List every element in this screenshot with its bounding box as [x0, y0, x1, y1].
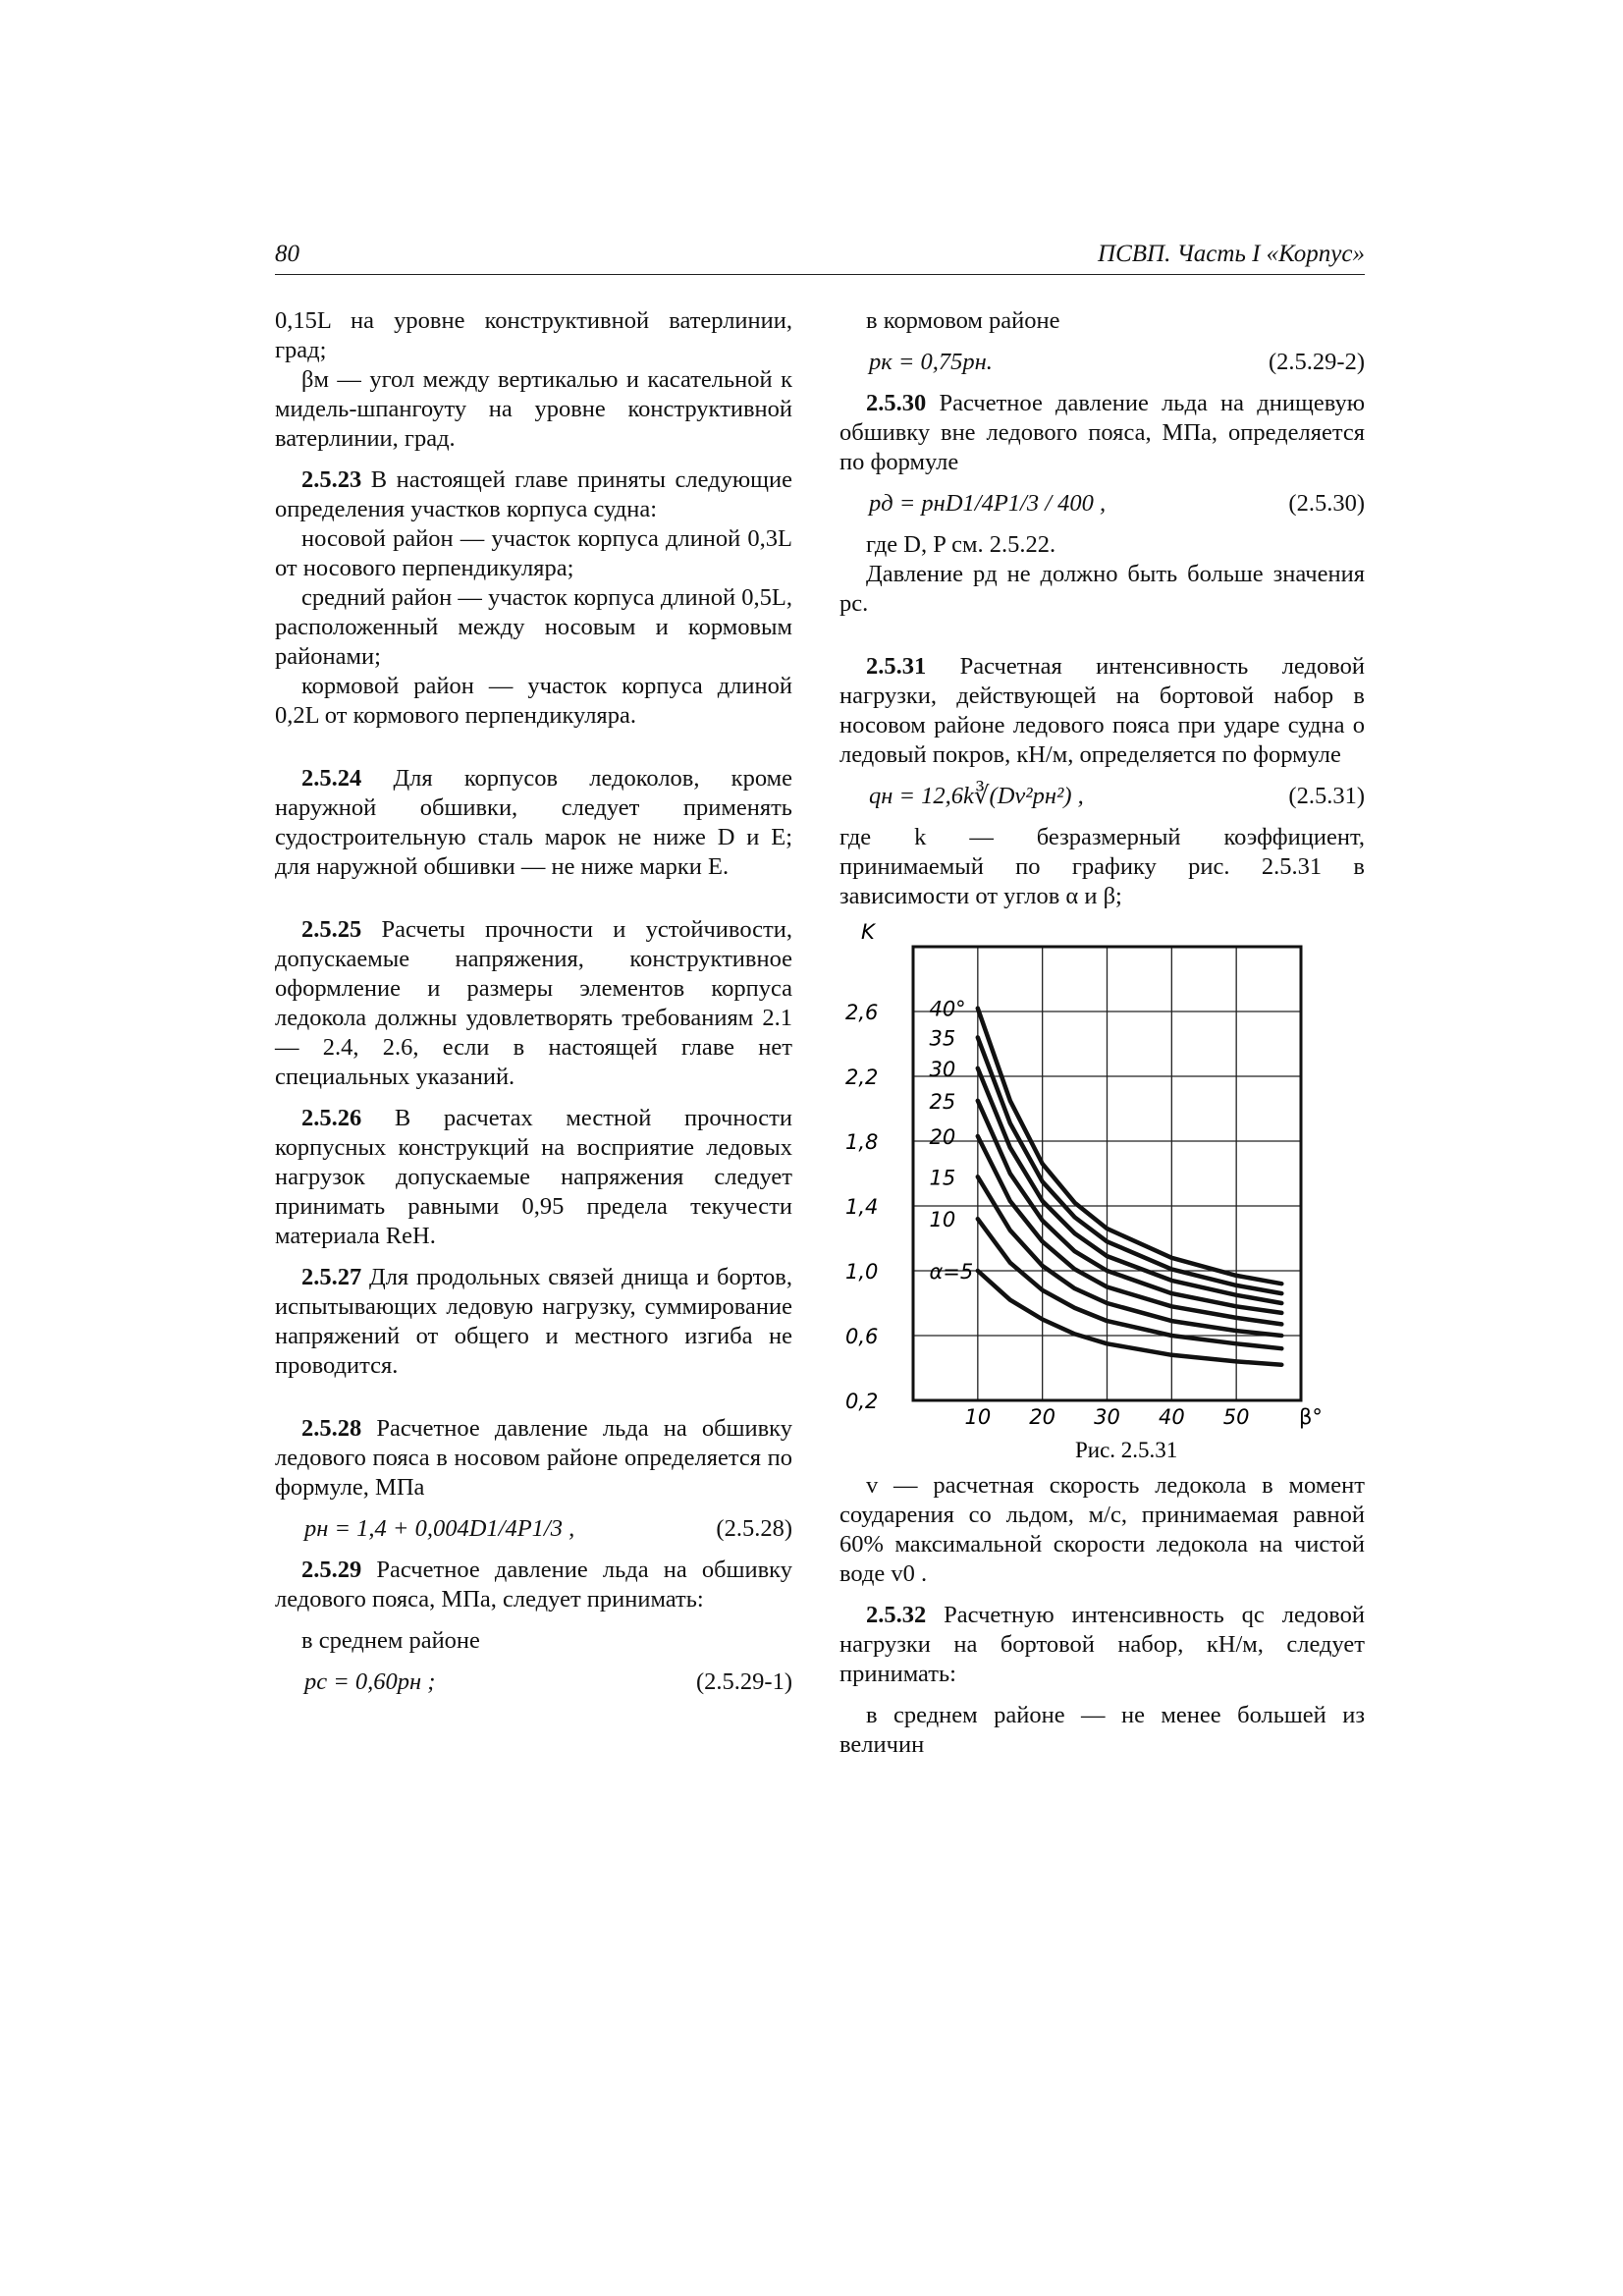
running-title: ПСВП. Часть I «Корпус» — [1098, 241, 1365, 267]
formula-2-5-31 — [839, 782, 1365, 811]
section-2-5-28 — [275, 1414, 792, 1503]
stern-region-label: в кормовом районе — [866, 307, 1060, 334]
x-tick-label: 30 — [1094, 1405, 1120, 1429]
formula-number: (2.5.28) — [716, 1515, 792, 1542]
formula-2-5-30 — [839, 489, 1365, 519]
section-number: 2.5.25 — [301, 916, 362, 943]
curve-label: 15 — [929, 1166, 956, 1190]
section-number: 2.5.31 — [866, 653, 927, 680]
pd-limit: Давление pд не должно быть больше значения pс. — [839, 561, 1365, 617]
figure-caption: Рис. 2.5.31 — [1075, 1438, 1178, 1462]
section-2-5-27 — [275, 1263, 792, 1381]
y-tick-label: 2,6 — [845, 1001, 879, 1024]
curve-label: 40° — [929, 997, 966, 1021]
section-text: В настоящей главе приняты следующие определения участков корпуса судна: — [275, 466, 792, 522]
formula-expression: pс = 0,60pн ; — [304, 1668, 436, 1695]
def-bow-region: носовой район — участок корпуса длиной 0,3L от носового перпендикуляра; — [275, 525, 792, 581]
paragraph-beta-def: βм — угол между вертикалью и касательной к мидель-шпангоуту на уровне конструктивной ватерлинии, град. — [275, 366, 792, 452]
curve-label: 25 — [929, 1089, 956, 1114]
section-text: В расчетах местной прочности корпусных конструкций на восприятие ледовых нагрузок допускаемые напряжения следует принимать равными 0,95 предела текучести материала ReH. — [275, 1105, 792, 1249]
y-tick-label: 1,8 — [845, 1130, 879, 1154]
section-number: 2.5.23 — [301, 466, 362, 493]
x-tick-label: 40 — [1158, 1405, 1185, 1429]
section-2-5-24 — [275, 764, 792, 882]
paragraph-continuation: 0,15L на уровне конструктивной ватерлинии, град; — [275, 307, 792, 363]
curve-label: α=5 — [929, 1260, 974, 1284]
section-2-5-30 — [839, 389, 1365, 477]
y-axis-label: K — [861, 921, 875, 944]
formula-expression: qн = 12,6k∛(Dv²pн²) , — [869, 783, 1084, 809]
formula-number: (2.5.29-1) — [696, 1668, 792, 1695]
formula-number: (2.5.29-2) — [1269, 349, 1365, 375]
section-2-5-26 — [275, 1104, 792, 1251]
x-axis-label: β° — [1299, 1405, 1323, 1429]
x-tick-labels — [964, 1405, 1249, 1429]
def-stern-region: кормовой район — участок корпуса длиной 0,2L от кормового перпендикуляра. — [275, 673, 792, 729]
section-text: Для продольных связей днища и бортов, испытывающих ледовую нагрузку, суммирование напряжений от общего и местного изгиба не проводится. — [275, 1264, 792, 1379]
mid-region-rule: в среднем районе — не менее большей из величин — [839, 1702, 1365, 1758]
curve-labels — [929, 998, 973, 1284]
right-column — [839, 306, 1365, 1760]
section-number: 2.5.27 — [301, 1264, 362, 1290]
y-tick-labels — [845, 1001, 878, 1413]
section-number: 2.5.32 — [866, 1602, 927, 1628]
formula-number: (2.5.30) — [1288, 490, 1365, 517]
section-number: 2.5.26 — [301, 1105, 362, 1131]
x-tick-label: 10 — [964, 1405, 992, 1429]
curve-label: 35 — [929, 1026, 956, 1051]
section-text: Расчетное давление льда на днищевую обшивку вне ледового пояса, МПа, определяется по формуле — [839, 390, 1365, 475]
section-text: Расчетное давление льда на обшивку ледового пояса в носовом районе определяется по формуле, МПа — [275, 1415, 792, 1501]
chart-figure-2-5-31 — [839, 921, 1330, 1471]
def-mid-region: средний район — участок корпуса длиной 0,5L, расположенный между носовым и кормовым районами; — [275, 584, 792, 670]
formula-expression: pк = 0,75pн. — [869, 349, 993, 375]
x-tick-label: 50 — [1222, 1405, 1250, 1429]
formula-2-5-28 — [275, 1514, 792, 1544]
where-k: где k — безразмерный коэффициент, принимаемый по графику рис. 2.5.31 в зависимости от углов α и β; — [839, 824, 1365, 909]
left-column — [275, 306, 792, 1709]
mid-region-label: в среднем районе — [301, 1627, 480, 1654]
curve-label: 30 — [929, 1057, 956, 1081]
y-tick-label: 0,6 — [845, 1325, 879, 1348]
section-text: Расчеты прочности и устойчивости, допускаемые напряжения, конструктивное оформление и размеры элементов корпуса ледокола должны удовлетворять требованиям 2.1 — 2.4, 2.6, если в настоящей главе нет специальных указаний. — [275, 916, 792, 1090]
page-number: 80 — [275, 241, 299, 267]
section-text: Расчетное давление льда на обшивку ледового пояса, МПа, следует принимать: — [275, 1557, 792, 1613]
section-2-5-32 — [839, 1601, 1365, 1689]
formula-2-5-29-1 — [275, 1667, 792, 1697]
formula-2-5-29-2 — [839, 348, 1365, 377]
y-tick-label: 1,4 — [845, 1195, 879, 1219]
page-header — [275, 241, 1365, 275]
section-number: 2.5.29 — [301, 1557, 362, 1583]
section-2-5-31 — [839, 652, 1365, 770]
formula-number: (2.5.31) — [1288, 783, 1365, 809]
y-tick-label: 2,2 — [845, 1066, 879, 1089]
y-tick-label: 1,0 — [845, 1260, 879, 1284]
section-number: 2.5.28 — [301, 1415, 362, 1442]
formula-expression: pд = pнD1/4P1/3 / 400 , — [869, 490, 1107, 517]
section-number: 2.5.30 — [866, 390, 927, 416]
section-text: Для корпусов ледоколов, кроме наружной обшивки, следует применять судостроительную сталь марок не ниже D и E; для наружной обшивки — не ниже марки E. — [275, 765, 792, 880]
v-definition: v — расчетная скорость ледокола в момент соударения со льдом, м/с, принимаемая равной 60% максимальной скорости ледокола на чистой воде v0 . — [839, 1472, 1365, 1587]
curve-label: 20 — [929, 1125, 956, 1150]
section-text: Расчетную интенсивность qс ледовой нагрузки на бортовой набор, кН/м, следует принимать: — [839, 1602, 1365, 1687]
formula-expression: pн = 1,4 + 0,004D1/4P1/3 , — [304, 1515, 575, 1542]
curve-label: 10 — [929, 1208, 956, 1232]
section-2-5-23 — [275, 465, 792, 524]
x-tick-label: 20 — [1029, 1405, 1056, 1429]
section-text: Расчетная интенсивность ледовой нагрузки, действующей на бортовой набор в носовом районе ледового пояса при ударе судна о ледовый покров, кН/м, определяется по формуле — [839, 653, 1365, 768]
y-tick-label: 0,2 — [845, 1390, 879, 1413]
where-d-p: где D, P см. 2.5.22. — [866, 531, 1056, 558]
section-2-5-25 — [275, 915, 792, 1092]
section-2-5-29 — [275, 1556, 792, 1614]
section-number: 2.5.24 — [301, 765, 362, 792]
